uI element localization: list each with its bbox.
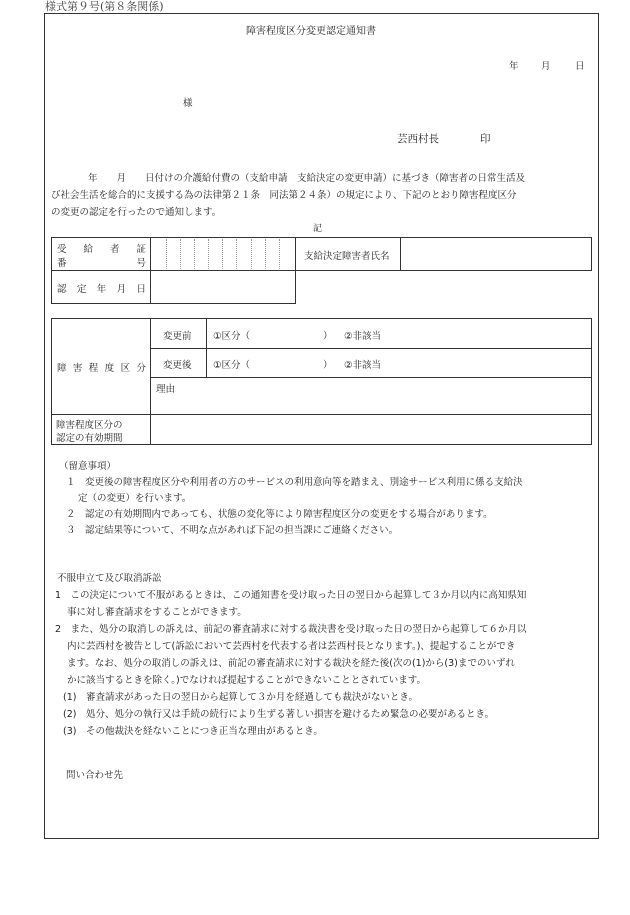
certification-date-label: 認 定 年 月 日 — [57, 284, 146, 295]
before-change-label: 変更前 — [163, 331, 192, 342]
before-option-category-close: ） — [323, 331, 333, 342]
recipient-number-label-line1: 受 給 者 証 — [57, 244, 146, 255]
issuer-seal: 印 — [480, 133, 491, 145]
appeal-subitem-1: (1) 審査請求があった日の翌日から起算して３か月を経過しても裁決がないとき。 — [63, 692, 418, 703]
ki-label: 記 — [313, 224, 323, 234]
appeal-para-2-line2: 内に芸西村を被告として(訴訟において芸西村を代表する者は芸西村長となります。)、提起することができ — [67, 641, 516, 652]
reason-label: 理由 — [156, 384, 176, 395]
appeal-subitem-2: (2) 処分、処分の執行又は手続の続行により生ずる著しい損害を避けるため緊急の必要があるとき。 — [63, 709, 495, 720]
appeal-para-2-line4: かに該当するときを除く。)でなければ提起することができないこととされています。 — [67, 675, 427, 686]
validity-period-label-line1: 障害程度区分の — [56, 420, 123, 431]
intro-line-3: の変更の認定を行ったので通知します。 — [51, 207, 222, 218]
notes-item-3: ３ 認定結果等について、不明な点があれば下記の担当課にご連絡ください。 — [66, 525, 399, 536]
before-option-not-applicable: ②非該当 — [344, 331, 382, 342]
contact-label: 問い合わせ先 — [66, 770, 124, 781]
after-change-label: 変更後 — [163, 360, 192, 371]
appeal-para-2-line3: ます。なお、処分の取消しの訴えは、前記の審査請求に対する裁決を経た後(次の(1)から(3)までのいずれ — [67, 658, 515, 669]
after-option-category-close: ） — [323, 360, 333, 371]
notes-item-1-line1: １ 変更後の障害程度区分や利用者の方のサービスの利用意向等を踏まえ、別途サービス利用に係る支給決 — [66, 477, 523, 488]
notes-heading: （留意事項） — [59, 461, 117, 472]
appeal-para-2-line1: 2 また、処分の取消しの訴えは、前記の審査請求に対する裁決書を受け取った日の翌日から起算して６か月以 — [55, 624, 527, 635]
date-month: 月 — [541, 61, 551, 72]
date-day: 日 — [575, 61, 585, 72]
holder-name-label: 支給決定障害者氏名 — [304, 251, 390, 262]
recipient-number-boxes — [151, 238, 295, 270]
date-year: 年 — [509, 61, 519, 72]
issuer-name: 芸西村長 — [397, 133, 439, 145]
after-option-not-applicable: ②非該当 — [344, 360, 382, 371]
appeal-para-1-line1: 1 この決定について不服があるときは、この通知書を受け取った日の翌日から起算して３か月以内に高知県知 — [55, 590, 527, 601]
document-title: 障害程度区分変更認定通知書 — [246, 26, 376, 37]
disability-category-label: 障 害 程 度 区 分 — [57, 363, 146, 374]
validity-period-label-line2: 認定の有効期間 — [56, 433, 123, 444]
before-option-category: ①区分（ — [213, 331, 251, 342]
intro-line-1: 年 月 日付けの介護給付費の（支給申請 支給決定の変更申請）に基づき（障害者の日常生活及 — [88, 173, 526, 184]
recipient-honorific: 様 — [183, 98, 193, 109]
intro-line-2: び社会生活を総合的に支援する為の法律第２１条 同法第２４条）の規定により、下記のとおり障害程度区分 — [51, 190, 517, 201]
recipient-number-label-line2: 番 号 — [57, 258, 146, 269]
notes-item-2: ２ 認定の有効期間内であっても、状態の変化等により障害程度区分の変更をする場合があります。 — [66, 509, 493, 520]
appeal-subitem-3: (3) その他裁決を経ないことにつき正当な理由があるとき。 — [63, 726, 323, 737]
appeal-para-1-line2: 事に対し審査請求をすることができます。 — [67, 607, 247, 618]
appeal-heading: 不服申立て及び取消訴訟 — [57, 573, 162, 584]
notes-item-1-line2: 定（の変更）を行います。 — [78, 493, 192, 504]
form-number-label: 様式第９号(第８条関係) — [45, 0, 164, 13]
after-option-category: ①区分（ — [213, 360, 251, 371]
